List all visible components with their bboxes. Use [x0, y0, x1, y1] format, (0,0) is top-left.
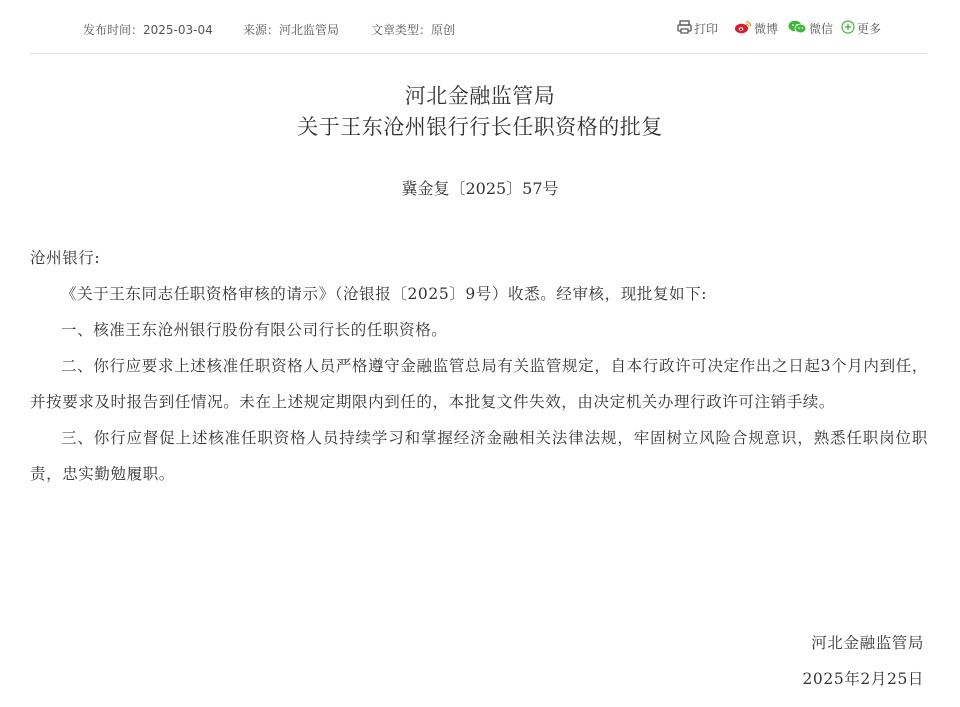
article-type: 文章类型：原创 — [371, 23, 456, 37]
wechat-icon — [788, 20, 807, 37]
printer-icon — [677, 20, 692, 37]
paragraph-item-1: 一、核准王东沧州银行股份有限公司行长的任职资格。 — [61, 321, 448, 339]
wechat-share-button[interactable] — [788, 20, 833, 37]
title-line-1: 河北金融监管局 — [404, 84, 556, 108]
document-body — [30, 240, 928, 492]
addressee: 沧州银行: — [30, 249, 101, 267]
paragraph-item-3: 三、你行应督促上述核准任职资格人员持续学习和掌握经济金融相关法律法规，牢固树立风险合规意识，熟悉任职岗位职责，忠实勤勉履职。 — [30, 429, 928, 483]
signature-org: 河北金融监管局 — [811, 634, 924, 652]
paragraph-intro: 《关于王东同志任职资格审核的请示》（沧银报〔2025〕9号）收悉。经审核，现批复如下: — [61, 285, 708, 303]
publish-time: 发布时间：2025-03-04 — [83, 23, 213, 37]
wechat-label: 微信 — [809, 22, 834, 36]
print-label: 打印 — [694, 22, 719, 36]
more-share-button[interactable] — [841, 20, 881, 37]
signature-date: 2025年2月25日 — [802, 670, 924, 688]
source: 来源：河北监管局 — [243, 23, 340, 37]
article-meta-bar — [30, 0, 927, 54]
plus-circle-icon — [841, 20, 855, 37]
more-label: 更多 — [857, 22, 882, 36]
title-line-2: 关于王东沧州银行行长任职资格的批复 — [297, 115, 663, 139]
print-button[interactable] — [677, 20, 718, 37]
weibo-share-button[interactable] — [734, 20, 778, 37]
paragraph-item-2: 二、你行应要求上述核准任职资格人员严格遵守金融监管总局有关监管规定，自本行政许可决定作出之日起3个月内到任，并按要求及时报告到任情况。未在上述规定期限内到任的，本批复文件失效，由决定机关办理行政许可注销手续。 — [30, 357, 928, 411]
document-number: 冀金复〔2025〕57号 — [401, 179, 559, 198]
weibo-label: 微博 — [754, 22, 779, 36]
weibo-icon — [734, 20, 752, 37]
